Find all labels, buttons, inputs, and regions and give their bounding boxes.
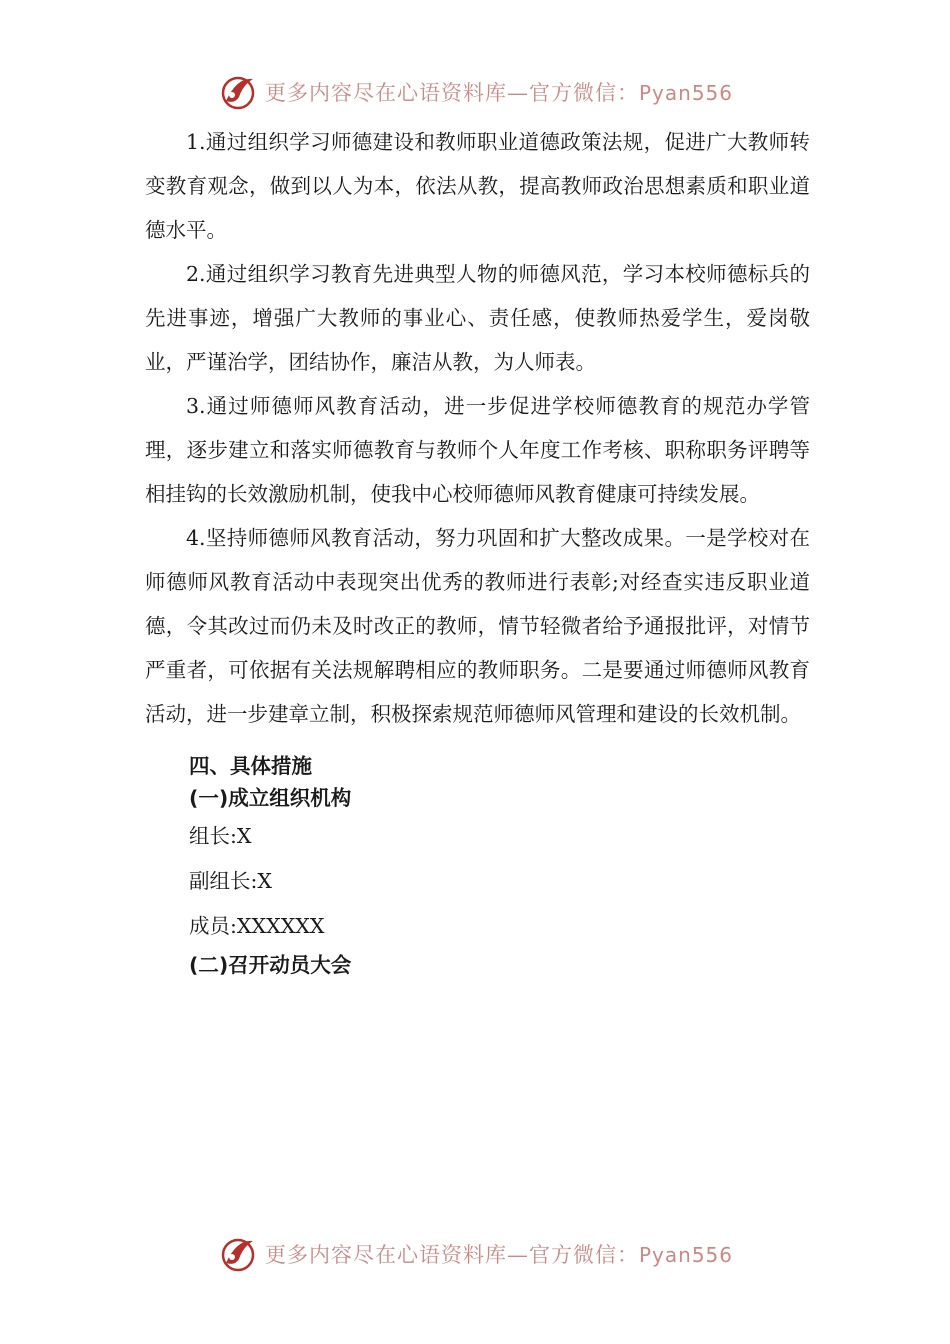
banner-wechat-id: Pyan556 [638, 81, 733, 105]
logo-icon [217, 71, 259, 113]
banner-wechat-id: Pyan556 [638, 1243, 733, 1267]
paragraph-4: 4.坚持师德师风教育活动，努力巩固和扩大整改成果。一是学校对在师德师风教育活动中表现突出优秀的教师进行表彰;对经查实违反职业道德，令其改过而仍未及时改正的教师，情节轻微者给予通报批评，对情节严重者，可依据有关法规解聘相应的教师职务。二是要通过师德师风教育活动，进一步建章立制，积极探索规范师德师风管理和建设的长效机制。 [145, 526, 810, 726]
logo-icon [217, 1233, 259, 1275]
paragraph-1: 1.通过组织学习师德建设和教师职业道德政策法规，促进广大教师转变教育观念，做到以人为本，依法从教，提高教师政治思想素质和职业道德水平。 [145, 130, 810, 242]
banner-text: 更多内容尽在心语资料库—官方微信：Pyan556 [264, 1243, 733, 1267]
footer-watermark-banner [0, 1230, 950, 1278]
field-leader: 组长:X [189, 824, 252, 848]
banner-text: 更多内容尽在心语资料库—官方微信：Pyan556 [264, 81, 733, 105]
field-members: 成员:XXXXXX [189, 914, 325, 938]
paragraph-3: 3.通过师德师风教育活动，进一步促进学校师德教育的规范办学管理，逐步建立和落实师德教育与教师个人年度工作考核、职称职务评聘等相挂钩的长效激励机制，使我中心校师德师风教育健康可持续发展。 [145, 394, 810, 506]
subheading-organization: (一)成立组织机构 [189, 786, 352, 810]
field-deputy-leader: 副组长:X [189, 869, 273, 893]
header-watermark-banner [0, 68, 950, 116]
section-heading-measures: 四、具体措施 [189, 754, 312, 778]
document-body [145, 120, 810, 981]
subheading-mobilization-meeting: (二)召开动员大会 [189, 953, 352, 977]
paragraph-2: 2.通过组织学习教育先进典型人物的师德风范，学习本校师德标兵的先进事迹，增强广大教师的事业心、责任感，使教师热爱学生，爱岗敬业，严谨治学，团结协作，廉洁从教，为人师表。 [145, 262, 810, 374]
